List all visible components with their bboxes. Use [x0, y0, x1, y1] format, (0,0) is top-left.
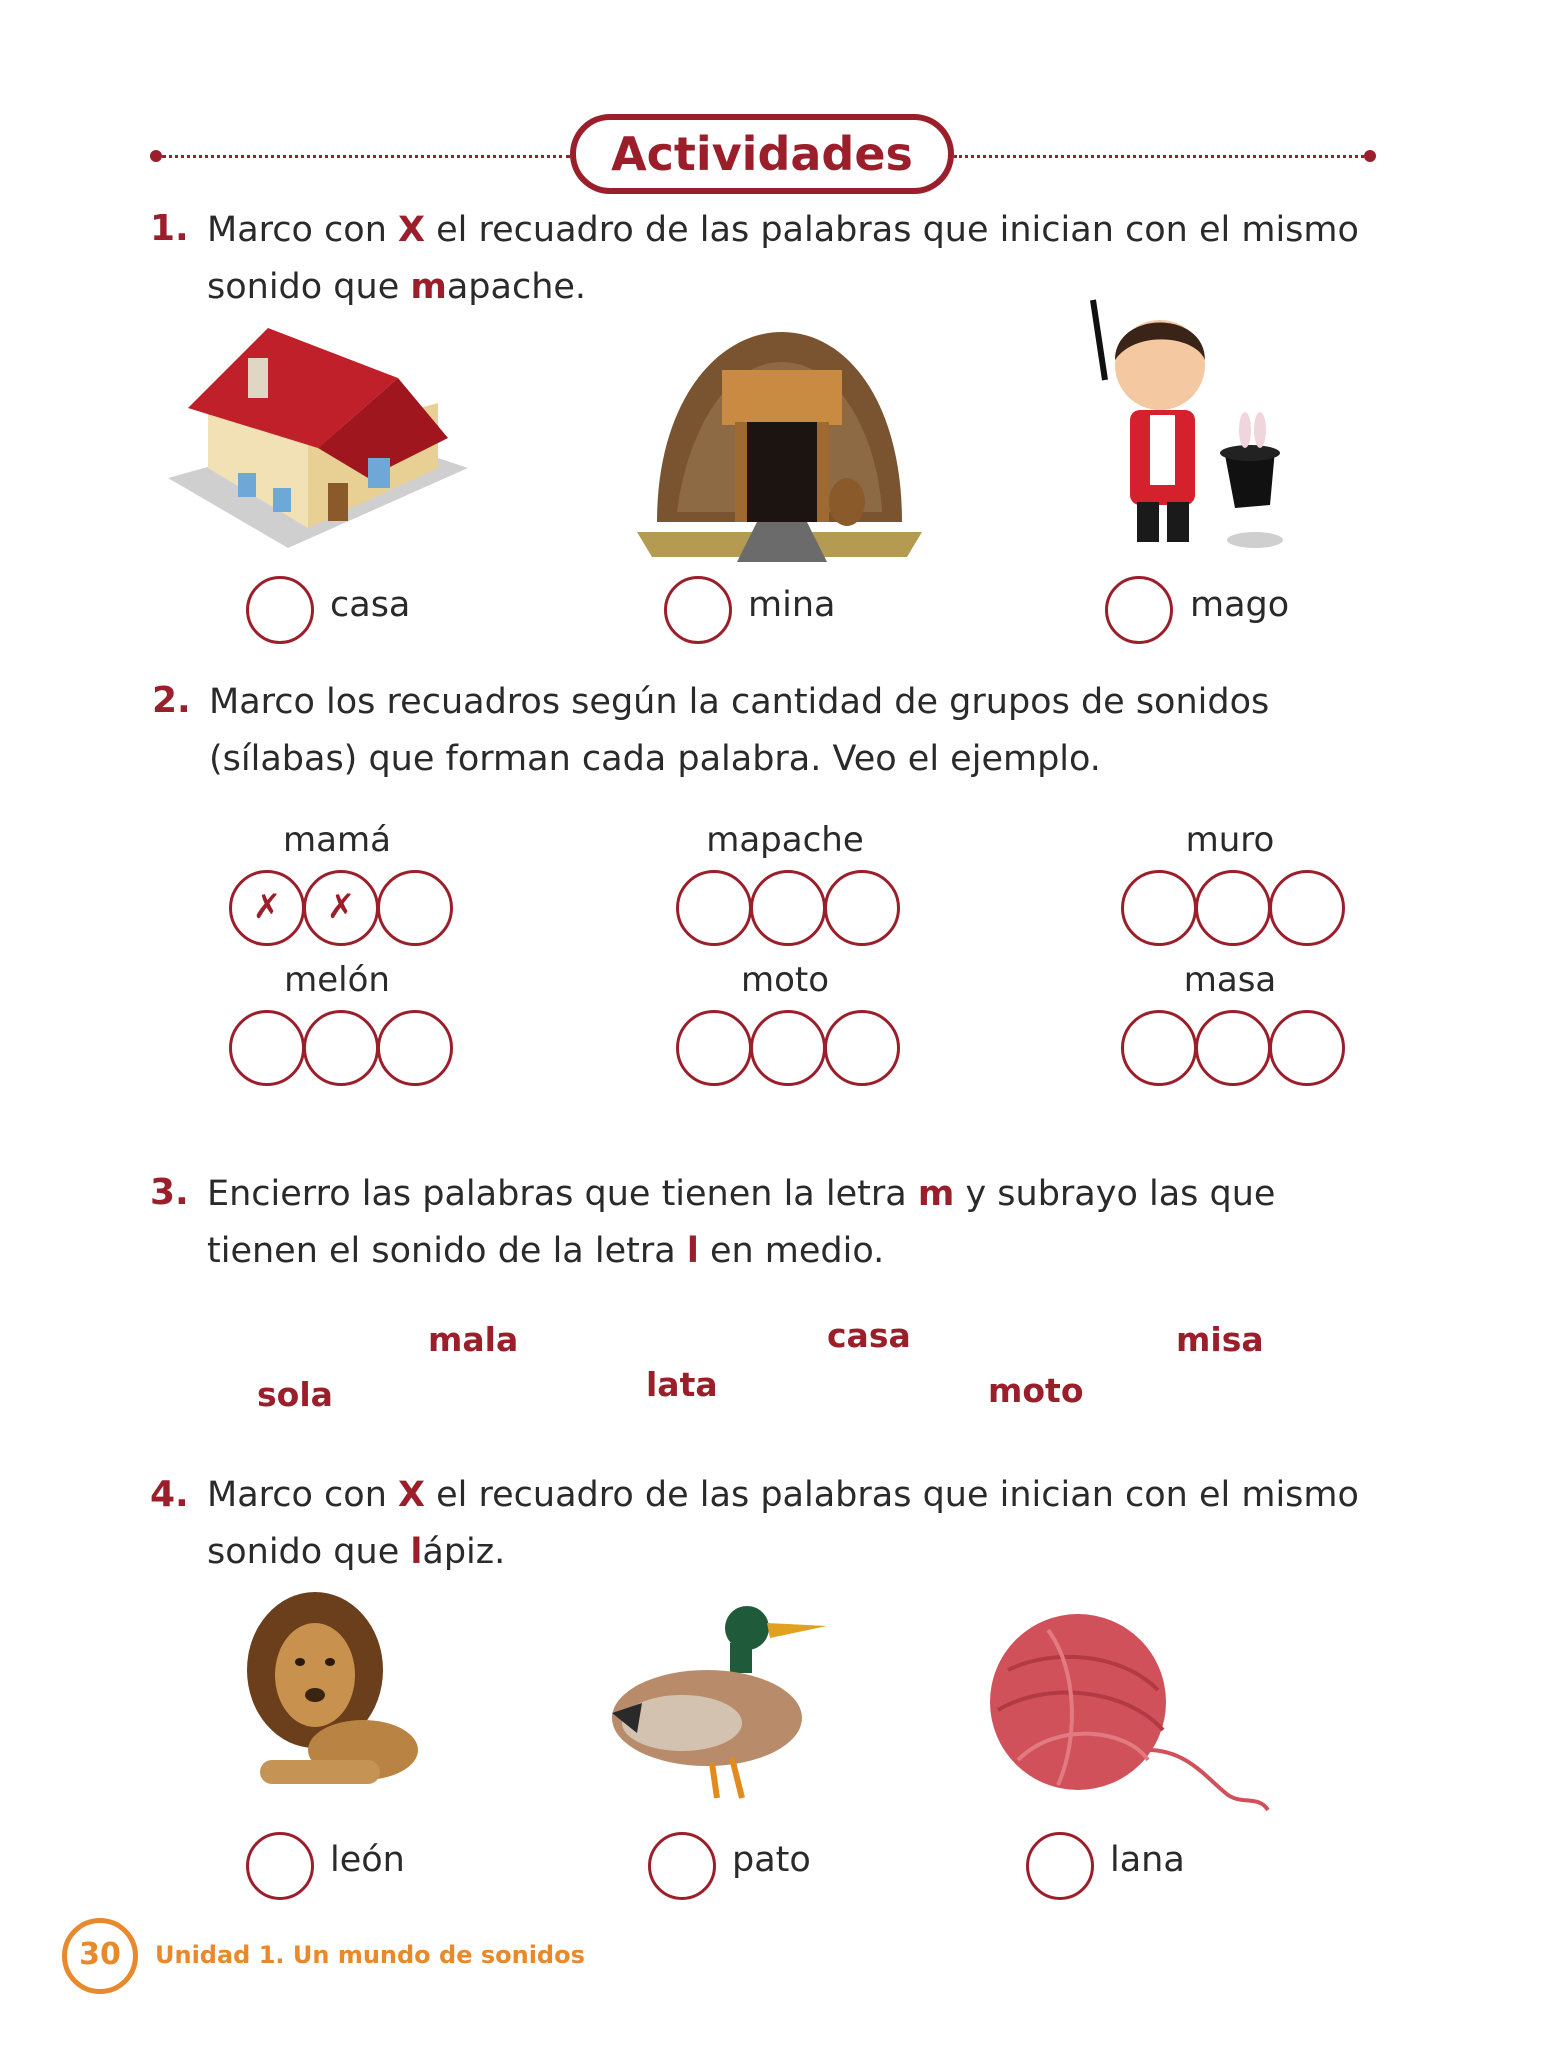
question-4-text — [207, 1467, 1387, 1581]
syllable-box[interactable] — [1269, 1010, 1345, 1086]
syllable-box[interactable] — [676, 870, 752, 946]
option-label-mago: mago — [1190, 585, 1290, 625]
syllable-box[interactable] — [750, 870, 826, 946]
syllable-word-mapache: mapache — [706, 820, 864, 860]
house-icon — [168, 318, 468, 558]
option-circle-mago[interactable] — [1105, 576, 1173, 644]
syllable-box[interactable] — [303, 1010, 379, 1086]
q3-line1-letter: m — [917, 1174, 955, 1214]
syllable-word-melon: melón — [284, 960, 390, 1000]
header-dotted-line-right — [954, 155, 1364, 158]
question-3-number: 3. — [150, 1172, 189, 1213]
option-label-leon: león — [330, 1840, 405, 1880]
q4-mark: X — [398, 1475, 426, 1515]
syllable-box[interactable] — [377, 1010, 453, 1086]
option-circle-mina[interactable] — [664, 576, 732, 644]
page-number: 30 — [62, 1918, 138, 1994]
lion-icon — [245, 1590, 420, 1800]
option-label-pato: pato — [732, 1840, 811, 1880]
mine-icon — [637, 322, 922, 562]
option-label-casa: casa — [330, 585, 411, 625]
q3-line2-before: tienen el sonido de la letra — [207, 1231, 687, 1271]
syllable-word-moto: moto — [740, 960, 830, 1000]
option-circle-lana[interactable] — [1026, 1832, 1094, 1900]
syllable-box[interactable] — [229, 1010, 305, 1086]
word-mala[interactable]: mala — [428, 1320, 519, 1359]
header-dot-right — [1364, 150, 1376, 162]
option-circle-casa[interactable] — [246, 576, 314, 644]
syllable-box[interactable] — [824, 870, 900, 946]
question-1-number: 1. — [150, 208, 189, 249]
syllable-word-mama: mamá — [283, 820, 391, 860]
syllable-box[interactable] — [1269, 870, 1345, 946]
q1-mark: X — [398, 210, 426, 250]
syllable-box[interactable] — [377, 870, 453, 946]
q4-text-before: Marco con — [207, 1475, 399, 1515]
q1-line2-after: apache. — [446, 267, 587, 307]
yarn-ball-icon — [988, 1610, 1278, 1840]
q3-line1-before: Encierro las palabras que tienen la letra — [207, 1174, 918, 1214]
q4-line2-before: sonido que — [207, 1532, 411, 1572]
syllable-word-muro: muro — [1185, 820, 1275, 860]
q4-line2-after: ápiz. — [422, 1532, 506, 1572]
option-label-lana: lana — [1110, 1840, 1185, 1880]
q4-line2-letter: l — [410, 1532, 423, 1572]
option-circle-leon[interactable] — [246, 1832, 314, 1900]
word-lata[interactable]: lata — [646, 1365, 718, 1404]
option-circle-pato[interactable] — [648, 1832, 716, 1900]
syllable-box[interactable] — [750, 1010, 826, 1086]
syllable-box[interactable] — [1195, 1010, 1271, 1086]
q1-line2-before: sonido que — [207, 267, 411, 307]
page-title: Actividades — [570, 114, 954, 194]
syllable-box[interactable] — [1121, 1010, 1197, 1086]
q3-line2-letter: l — [686, 1231, 699, 1271]
q1-line2-letter: m — [410, 267, 447, 307]
syllable-box[interactable] — [1121, 870, 1197, 946]
header-dot-left — [150, 150, 162, 162]
unit-title: Unidad 1. Un mundo de sonidos — [155, 1941, 585, 1969]
syllable-word-masa: masa — [1183, 960, 1277, 1000]
syllable-box[interactable] — [676, 1010, 752, 1086]
q1-text-after: el recuadro de las palabras que inician con el mismo — [425, 210, 1359, 250]
word-casa[interactable]: casa — [827, 1316, 911, 1355]
q3-line1-after: y subrayo las que — [954, 1174, 1276, 1214]
question-2-text — [209, 674, 1389, 788]
header-dotted-line-left — [162, 155, 570, 158]
q2-line1: Marco los recuadros según la cantidad de grupos de sonidos — [209, 682, 1270, 722]
question-3-text — [207, 1166, 1387, 1280]
option-label-mina: mina — [748, 585, 836, 625]
syllable-box-checked[interactable]: ✗ — [229, 870, 305, 946]
syllable-box-checked[interactable]: ✗ — [303, 870, 379, 946]
q2-line2: (sílabas) que forman cada palabra. Veo el ejemplo. — [209, 739, 1101, 779]
word-moto[interactable]: moto — [988, 1371, 1084, 1410]
q3-line2-after: en medio. — [698, 1231, 885, 1271]
magician-icon — [1075, 290, 1305, 560]
syllable-box[interactable] — [1195, 870, 1271, 946]
question-4-number: 4. — [150, 1474, 189, 1515]
q1-text-before: Marco con — [207, 210, 399, 250]
word-sola[interactable]: sola — [257, 1375, 333, 1414]
syllable-box[interactable] — [824, 1010, 900, 1086]
duck-icon — [602, 1598, 832, 1808]
question-2-number: 2. — [152, 680, 191, 721]
q4-text-after: el recuadro de las palabras que inician con el mismo — [425, 1475, 1359, 1515]
word-misa[interactable]: misa — [1176, 1320, 1264, 1359]
